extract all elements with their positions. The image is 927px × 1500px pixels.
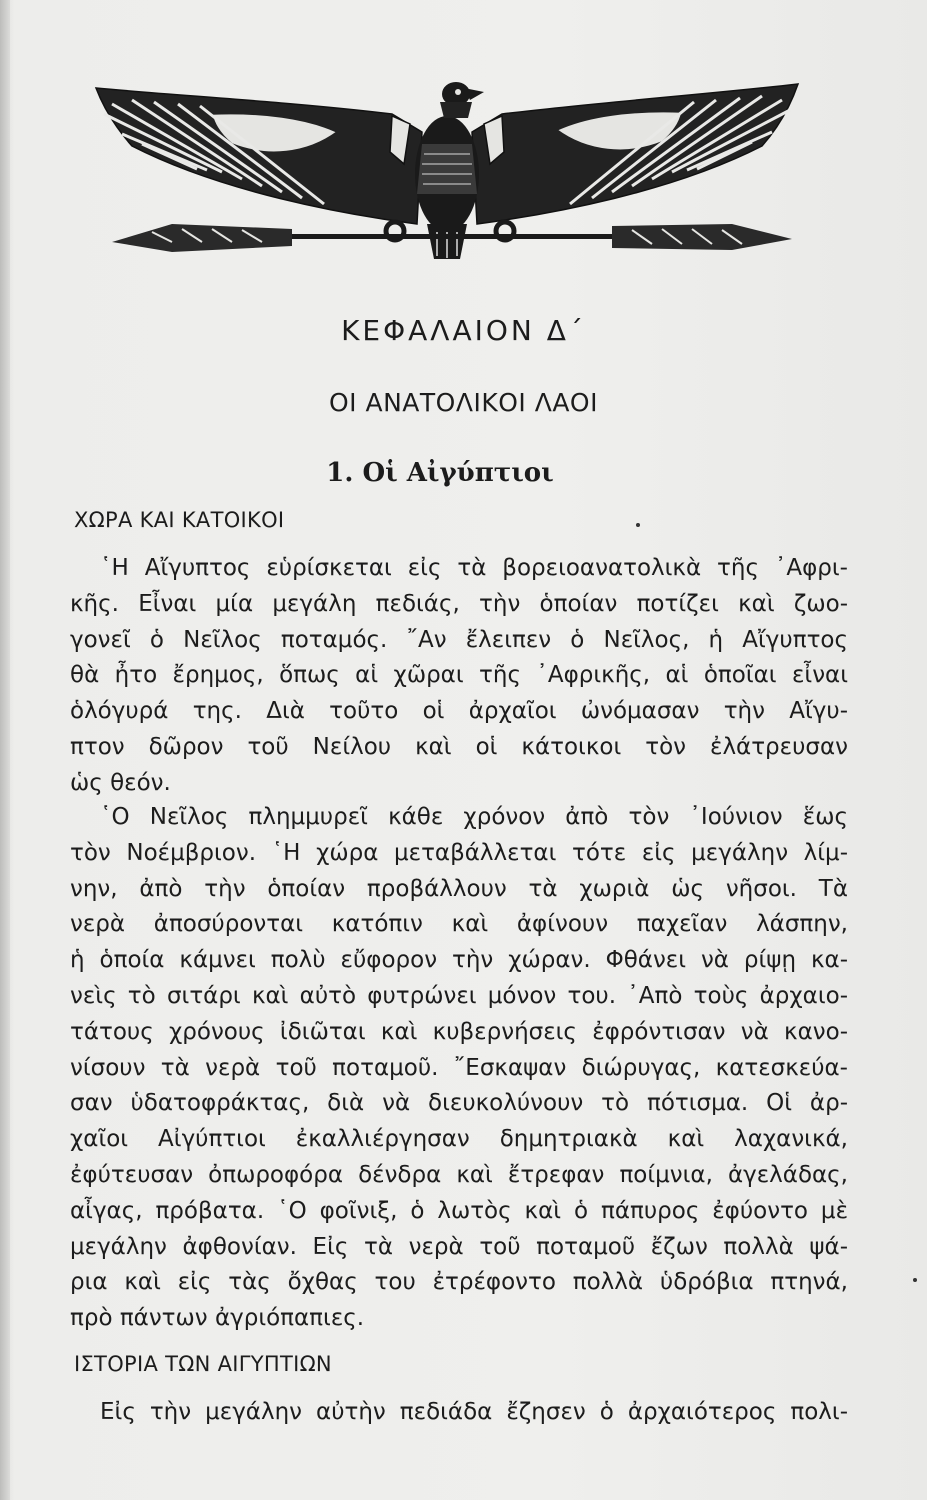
text-line: νερὰ ἀποσύρονται κατόπιν καὶ ἀφίνουν παχεῖαν λάσπην, bbox=[70, 911, 848, 938]
text-line: νεὶς τὸ σιτάρι καὶ αὐτὸ φυτρώνει μόνον του. ᾿Απὸ τοὺς ἀρχαιο- bbox=[70, 982, 848, 1009]
winged-vulture-ornament bbox=[92, 74, 802, 274]
text-line: τὸν Νοέμβριον. ῾Η χώρα μεταβάλλεται τότε εἰς μεγάλην λίμ- bbox=[70, 839, 848, 866]
print-speck bbox=[913, 1278, 917, 1282]
text-line: κῆς. Εἶναι μία μεγάλη πεδιάς, τὴν ὁποίαν ποτίζει καὶ ζωο- bbox=[70, 590, 848, 617]
part-title: ΟΙ ΑΝΑΤΟΛΙΚΟΙ ΛΑΟΙ bbox=[329, 388, 598, 417]
text-line: τάτους χρόνους ἰδιῶται καὶ κυβερνήσεις ἐφρόντισαν νὰ κανο- bbox=[70, 1018, 848, 1045]
text-line: ῾Η Αἴγυπτος εὑρίσκεται εἰς τὰ βορειοανατολικὰ τῆς ᾿Αφρι- bbox=[100, 555, 848, 581]
text-line: γονεῖ ὁ Νεῖλος ποταμός. ῎Αν ἔλειπεν ὁ Νεῖλος, ἡ Αἴγυπτος bbox=[70, 626, 848, 653]
text-line: πρὸ πάντων ἀγριόπαπιες. bbox=[70, 1305, 365, 1332]
vulture-body bbox=[415, 82, 484, 259]
chapter-title: ΚΕΦΑΛΑΙΟΝ Δ΄ bbox=[341, 314, 586, 347]
text-line: ρια καὶ εἰς τὰς ὄχθας του ἐτρέφοντο πολλὰ ὑδρόβια πτηνά, bbox=[70, 1269, 848, 1296]
print-speck bbox=[636, 523, 640, 527]
text-line: νίσουν τὰ νερὰ τοῦ ποταμοῦ. ῎Εσκαψαν διώρυγας, κατεσκεύα- bbox=[70, 1054, 848, 1081]
text-line: χαῖοι Αἰγύπτιοι ἐκαλλιέργησαν δημητριακὰ καὶ λαχανικά, bbox=[70, 1126, 848, 1153]
paragraph-history-start bbox=[70, 1395, 848, 1431]
text-line: θὰ ἦτο ἔρημος, ὅπως αἱ χῶραι τῆς ᾿Αφρικῆς, αἱ ὁποῖαι εἶναι bbox=[70, 662, 848, 689]
text-line: πτον δῶρον τοῦ Νείλου καὶ οἱ κάτοικοι τὸν ἐλάτρευσαν bbox=[70, 733, 848, 760]
paragraph-nile-flood bbox=[70, 800, 848, 1337]
text-line: νην, ἀπὸ τὴν ὁποίαν προβάλλουν τὰ χωριὰ ὡς νῆσοι. Τὰ bbox=[70, 875, 848, 902]
text-line: ἐφύτευσαν ὀπωροφόρα δένδρα καὶ ἔτρεφαν ποίμνια, ἀγελάδας, bbox=[70, 1161, 848, 1188]
text-line: μεγάλην ἀφθονίαν. Εἰς τὰ νερὰ τοῦ ποταμοῦ ἔζων πολλὰ ψά- bbox=[70, 1233, 848, 1260]
subheading-country-inhabitants: ΧΩΡΑ ΚΑΙ ΚΑΤΟΙΚΟΙ bbox=[74, 508, 285, 532]
text-line: ἡ ὁποία κάμνει πολὺ εὔφορον τὴν χώραν. Φθάνει νὰ ρίψῃ κα- bbox=[70, 947, 848, 974]
text-line: Εἰς τὴν μεγάλην αὐτὴν πεδιάδα ἔζησεν ὁ ἀρχαιότερος πολι- bbox=[100, 1399, 848, 1425]
text-line: ὡς θεόν. bbox=[70, 769, 171, 796]
page-gutter bbox=[0, 0, 10, 1500]
subheading-history-egyptians: ΙΣΤΟΡΙΑ ΤΩΝ ΑΙΓΥΠΤΙΩΝ bbox=[74, 1352, 332, 1376]
paragraph-egypt-location bbox=[70, 551, 848, 802]
section-title: 1. Οἱ Αἰγύπτιοι bbox=[326, 458, 554, 488]
text-line: αἶγας, πρόβατα. ῾Ο φοῖνιξ, ὁ λωτὸς καὶ ὁ πάπυρος ἐφύοντο μὲ bbox=[70, 1197, 848, 1224]
text-line: ῾Ο Νεῖλος πλημμυρεῖ κάθε χρόνον ἀπὸ τὸν ᾿Ιούνιον ἕως bbox=[100, 804, 848, 830]
text-line: σαν ὑδατοφράκτας, διὰ νὰ διευκολύνουν τὸ πότισμα. Οἱ ἀρ- bbox=[70, 1090, 848, 1117]
text-line: ὁλόγυρά της. Διὰ τοῦτο οἱ ἀρχαῖοι ὠνόμασαν τὴν Αἴγυ- bbox=[70, 698, 848, 725]
